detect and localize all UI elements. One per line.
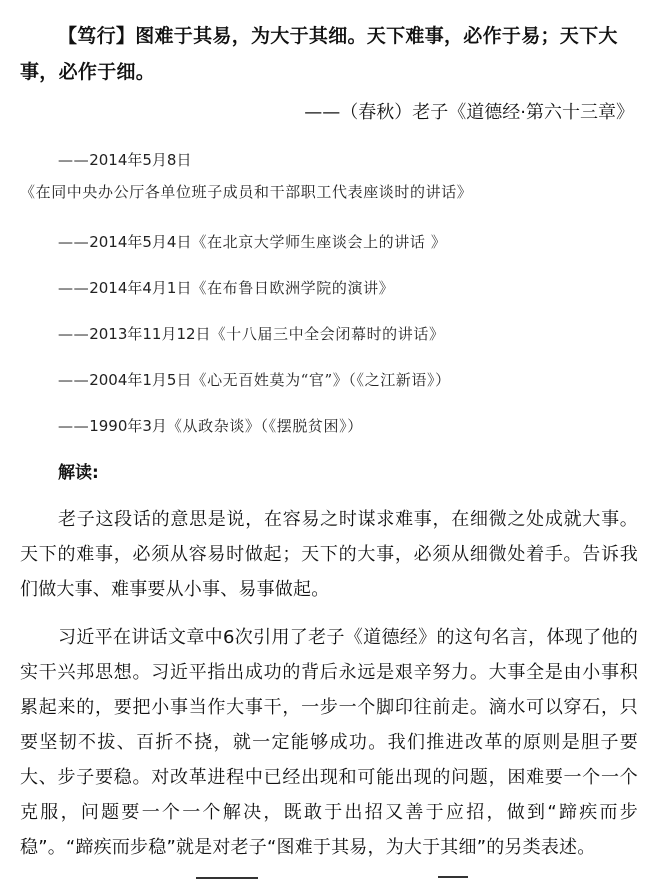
source-title: 《心无百姓莫为“官”》（《之江新语》） — [191, 371, 451, 389]
source-dash: —— — [58, 325, 90, 343]
source-title: 《在同中央办公厅各单位班子成员和干部职工代表座谈时的讲话》 — [20, 183, 473, 201]
quote-attribution: ——（春秋）老子《道德经·第六十三章》 — [304, 102, 634, 123]
cropped-next-line-fragment — [438, 874, 468, 882]
quote-text: 【笃行】图难于其易，为大于其细。天下难事，必作于易；天下大事，必作于细。 — [20, 25, 618, 83]
interpretation-heading: 解读: — [58, 463, 99, 483]
source-citation — [20, 364, 638, 396]
interpretation-paragraph: 老子这段话的意思是说，在容易之时谋求难事，在细微之处成就大事。天下的难事，必须从容易时做起；天下的大事，必须从细微处着手。告诉我们做大事、难事要从小事、易事做起。 — [20, 509, 638, 600]
source-date: 2004年1月5日 — [89, 371, 192, 389]
source-date: 2014年5月8日 — [89, 151, 192, 169]
source-date: 2013年11月12日 — [89, 325, 211, 343]
source-date: 1990年3月 — [89, 417, 167, 435]
source-dash: —— — [58, 371, 90, 389]
source-date: 2014年5月4日 — [89, 233, 192, 251]
source-citation — [20, 272, 638, 304]
source-title: 《从政杂谈》（《摆脱贫困》） — [166, 417, 363, 435]
source-date: 2014年4月1日 — [89, 279, 192, 297]
source-dash: —— — [58, 417, 90, 435]
source-citation — [20, 318, 638, 350]
source-citation — [20, 410, 638, 442]
source-title: 《在北京大学师生座谈会上的讲话 》 — [191, 233, 447, 251]
source-dash: —— — [58, 279, 90, 297]
source-title: 《在布鲁日欧洲学院的演讲》 — [191, 279, 395, 297]
source-dash: —— — [58, 233, 90, 251]
source-citation — [20, 226, 638, 258]
source-citation — [20, 144, 638, 208]
cropped-next-line-fragment — [196, 874, 258, 882]
interpretation-paragraph: 习近平在讲话文章中6次引用了老子《道德经》的这句名言，体现了他的实干兴邦思想。习近平指出成功的背后永远是艰辛努力。大事全是由小事积累起来的，要把小事当作大事干，一步一个脚印往前走。滴水可以穿石，只要坚韧不拔、百折不挠，就一定能够成功。我们推进改革的原则是胆子要大、步子要稳。对改革进程中已经出现和可能出现的问题，困难要一个一个克服，问题要一个一个解决，既敢于出招又善于应招，做到“蹄疾而步稳”。“蹄疾而步稳”就是对老子“图难于其易，为大于其细”的另类表述。 — [20, 627, 638, 858]
source-title: 《十八届三中全会闭幕时的讲话》 — [210, 325, 445, 343]
source-dash: —— — [58, 151, 90, 169]
